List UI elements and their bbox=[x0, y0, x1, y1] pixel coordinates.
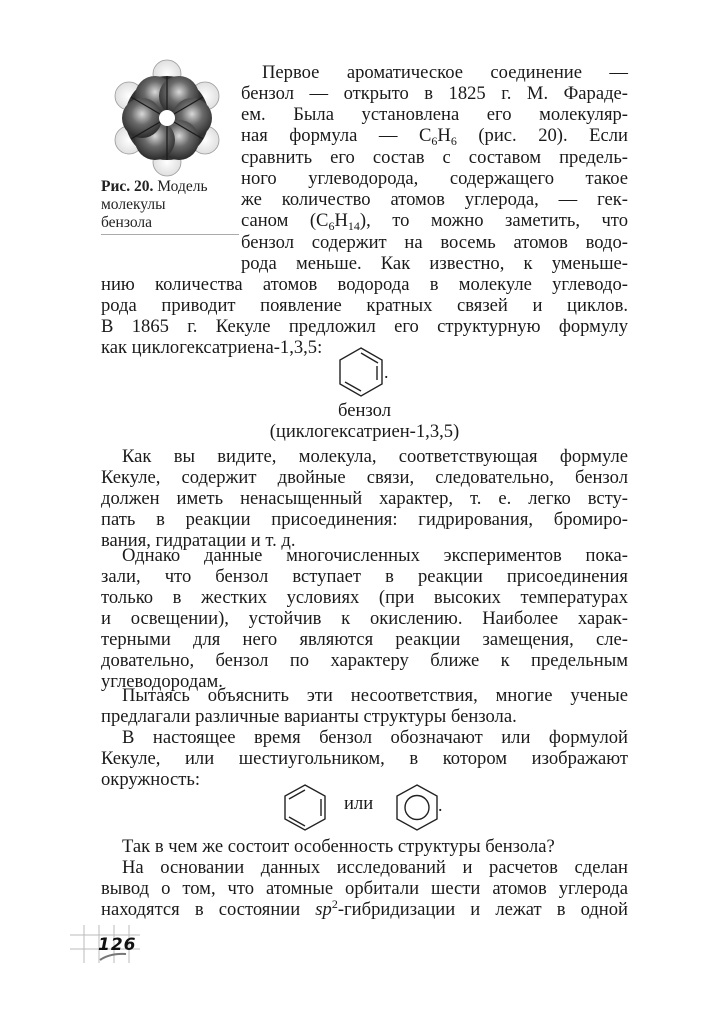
formula-period: . bbox=[384, 362, 389, 382]
text-line: окружность: bbox=[101, 769, 201, 790]
text-line: Пытаясь объяснить эти несоответствия, многие ученые bbox=[122, 685, 628, 706]
text-run: (рис. 20). Если bbox=[456, 125, 628, 146]
text-run: находятся в состоянии bbox=[101, 899, 316, 920]
page-number: 126 bbox=[98, 935, 137, 955]
text-line: рода меньше. Как известно, к уменьше- bbox=[241, 253, 628, 274]
aromatic-ring-formula bbox=[394, 783, 442, 833]
subscript: 6 bbox=[328, 219, 335, 233]
text-run: саном (C bbox=[241, 210, 329, 231]
text-line: ного углеводорода, содержащего такое bbox=[241, 168, 628, 189]
text-run: ная формула — C bbox=[241, 125, 432, 146]
text-line: нию количества атомов водорода в молекуле углеводо- bbox=[101, 274, 628, 295]
caption-divider bbox=[101, 234, 239, 235]
text-line: бензол содержит на восемь атомов водо- bbox=[241, 232, 628, 253]
text-line: На основании данных исследований и расчетов сделан bbox=[122, 857, 628, 878]
formula-label: бензол bbox=[338, 400, 391, 421]
subscript: 6 bbox=[431, 134, 438, 148]
kekule-hexagon-formula bbox=[282, 783, 330, 833]
text-run: H bbox=[334, 210, 348, 231]
text-line: рода приводит появление кратных связей и циклов. bbox=[101, 295, 628, 316]
subscript: 6 bbox=[450, 134, 457, 148]
formula-sublabel: (циклогексатриен-1,3,5) bbox=[269, 421, 460, 442]
text-line: сравнить его состав с составом предель- bbox=[241, 147, 628, 168]
text-line: должен иметь ненасыщенный характер, т. е. легко всту- bbox=[101, 488, 628, 509]
text-line bbox=[101, 899, 628, 920]
subscript: 14 bbox=[347, 219, 360, 233]
caption-text-2: молекулы bbox=[101, 196, 166, 213]
text-line: предлагали различные варианты структуры бензола. bbox=[101, 706, 517, 727]
text-line: вания, гидратации и т. д. bbox=[101, 530, 296, 551]
text-line: Как вы видите, молекула, соответствующая формуле bbox=[122, 446, 628, 467]
text-line: как циклогексатриена-1,3,5: bbox=[101, 337, 323, 358]
kekule-benzene-formula bbox=[336, 346, 388, 398]
text-line: В 1865 г. Кекуле предложил его структурную формулу bbox=[101, 316, 628, 337]
text-line: довательно, бензол по характеру ближе к предельным bbox=[101, 650, 628, 671]
text-line: терными для него являются реакции замещения, сле- bbox=[101, 629, 628, 650]
formula-period: . bbox=[438, 795, 443, 815]
text-line: Первое ароматическое соединение — bbox=[262, 62, 628, 83]
text-line: Однако данные многочисленных экспериментов пока- bbox=[122, 545, 628, 566]
text-line: углеводородам. bbox=[101, 671, 223, 692]
text-line: ем. Была установлена его молекуляр- bbox=[241, 104, 628, 125]
or-label: или bbox=[344, 793, 374, 814]
text-run: -гибридизации и лежат в одной bbox=[337, 899, 628, 920]
superscript: 2 bbox=[331, 897, 338, 911]
text-line: Кекуле, или шестиугольником, в котором изображают bbox=[101, 748, 628, 769]
text-line: только в жестких условиях (при высоких температурах bbox=[101, 587, 628, 608]
text-line: и освещении), устойчив к окислению. Наиболее харак- bbox=[101, 608, 628, 629]
caption-text-1: Модель bbox=[157, 178, 208, 195]
text-line: вывод о том, что атомные орбитали шести атомов углерода bbox=[101, 878, 628, 899]
text-line: пать в реакции присоединения: гидрирования, бромиро- bbox=[101, 509, 628, 530]
italic-run: sp bbox=[315, 899, 332, 920]
text-line: Кекуле, содержит двойные связи, следовательно, бензол bbox=[101, 467, 628, 488]
text-line: В настоящее время бензол обозначают или формулой bbox=[122, 727, 628, 748]
text-line: зали, что бензол вступает в реакции присоединения bbox=[101, 566, 628, 587]
text-line bbox=[241, 210, 628, 231]
figure-label: Рис. 20. bbox=[101, 178, 154, 195]
caption-text-3: бензола bbox=[101, 214, 153, 231]
text-line bbox=[241, 125, 628, 146]
benzene-model-image bbox=[104, 58, 230, 178]
text-line: же количество атомов углерода, — гек- bbox=[241, 189, 628, 210]
text-line: Так в чем же состоит особенность структуры бензола? bbox=[122, 836, 555, 857]
text-run: H bbox=[437, 125, 451, 146]
figure-caption bbox=[101, 178, 239, 232]
text-run: ), то можно заметить, что bbox=[359, 210, 628, 231]
text-line: бензол — открыто в 1825 г. М. Фараде- bbox=[241, 83, 628, 104]
